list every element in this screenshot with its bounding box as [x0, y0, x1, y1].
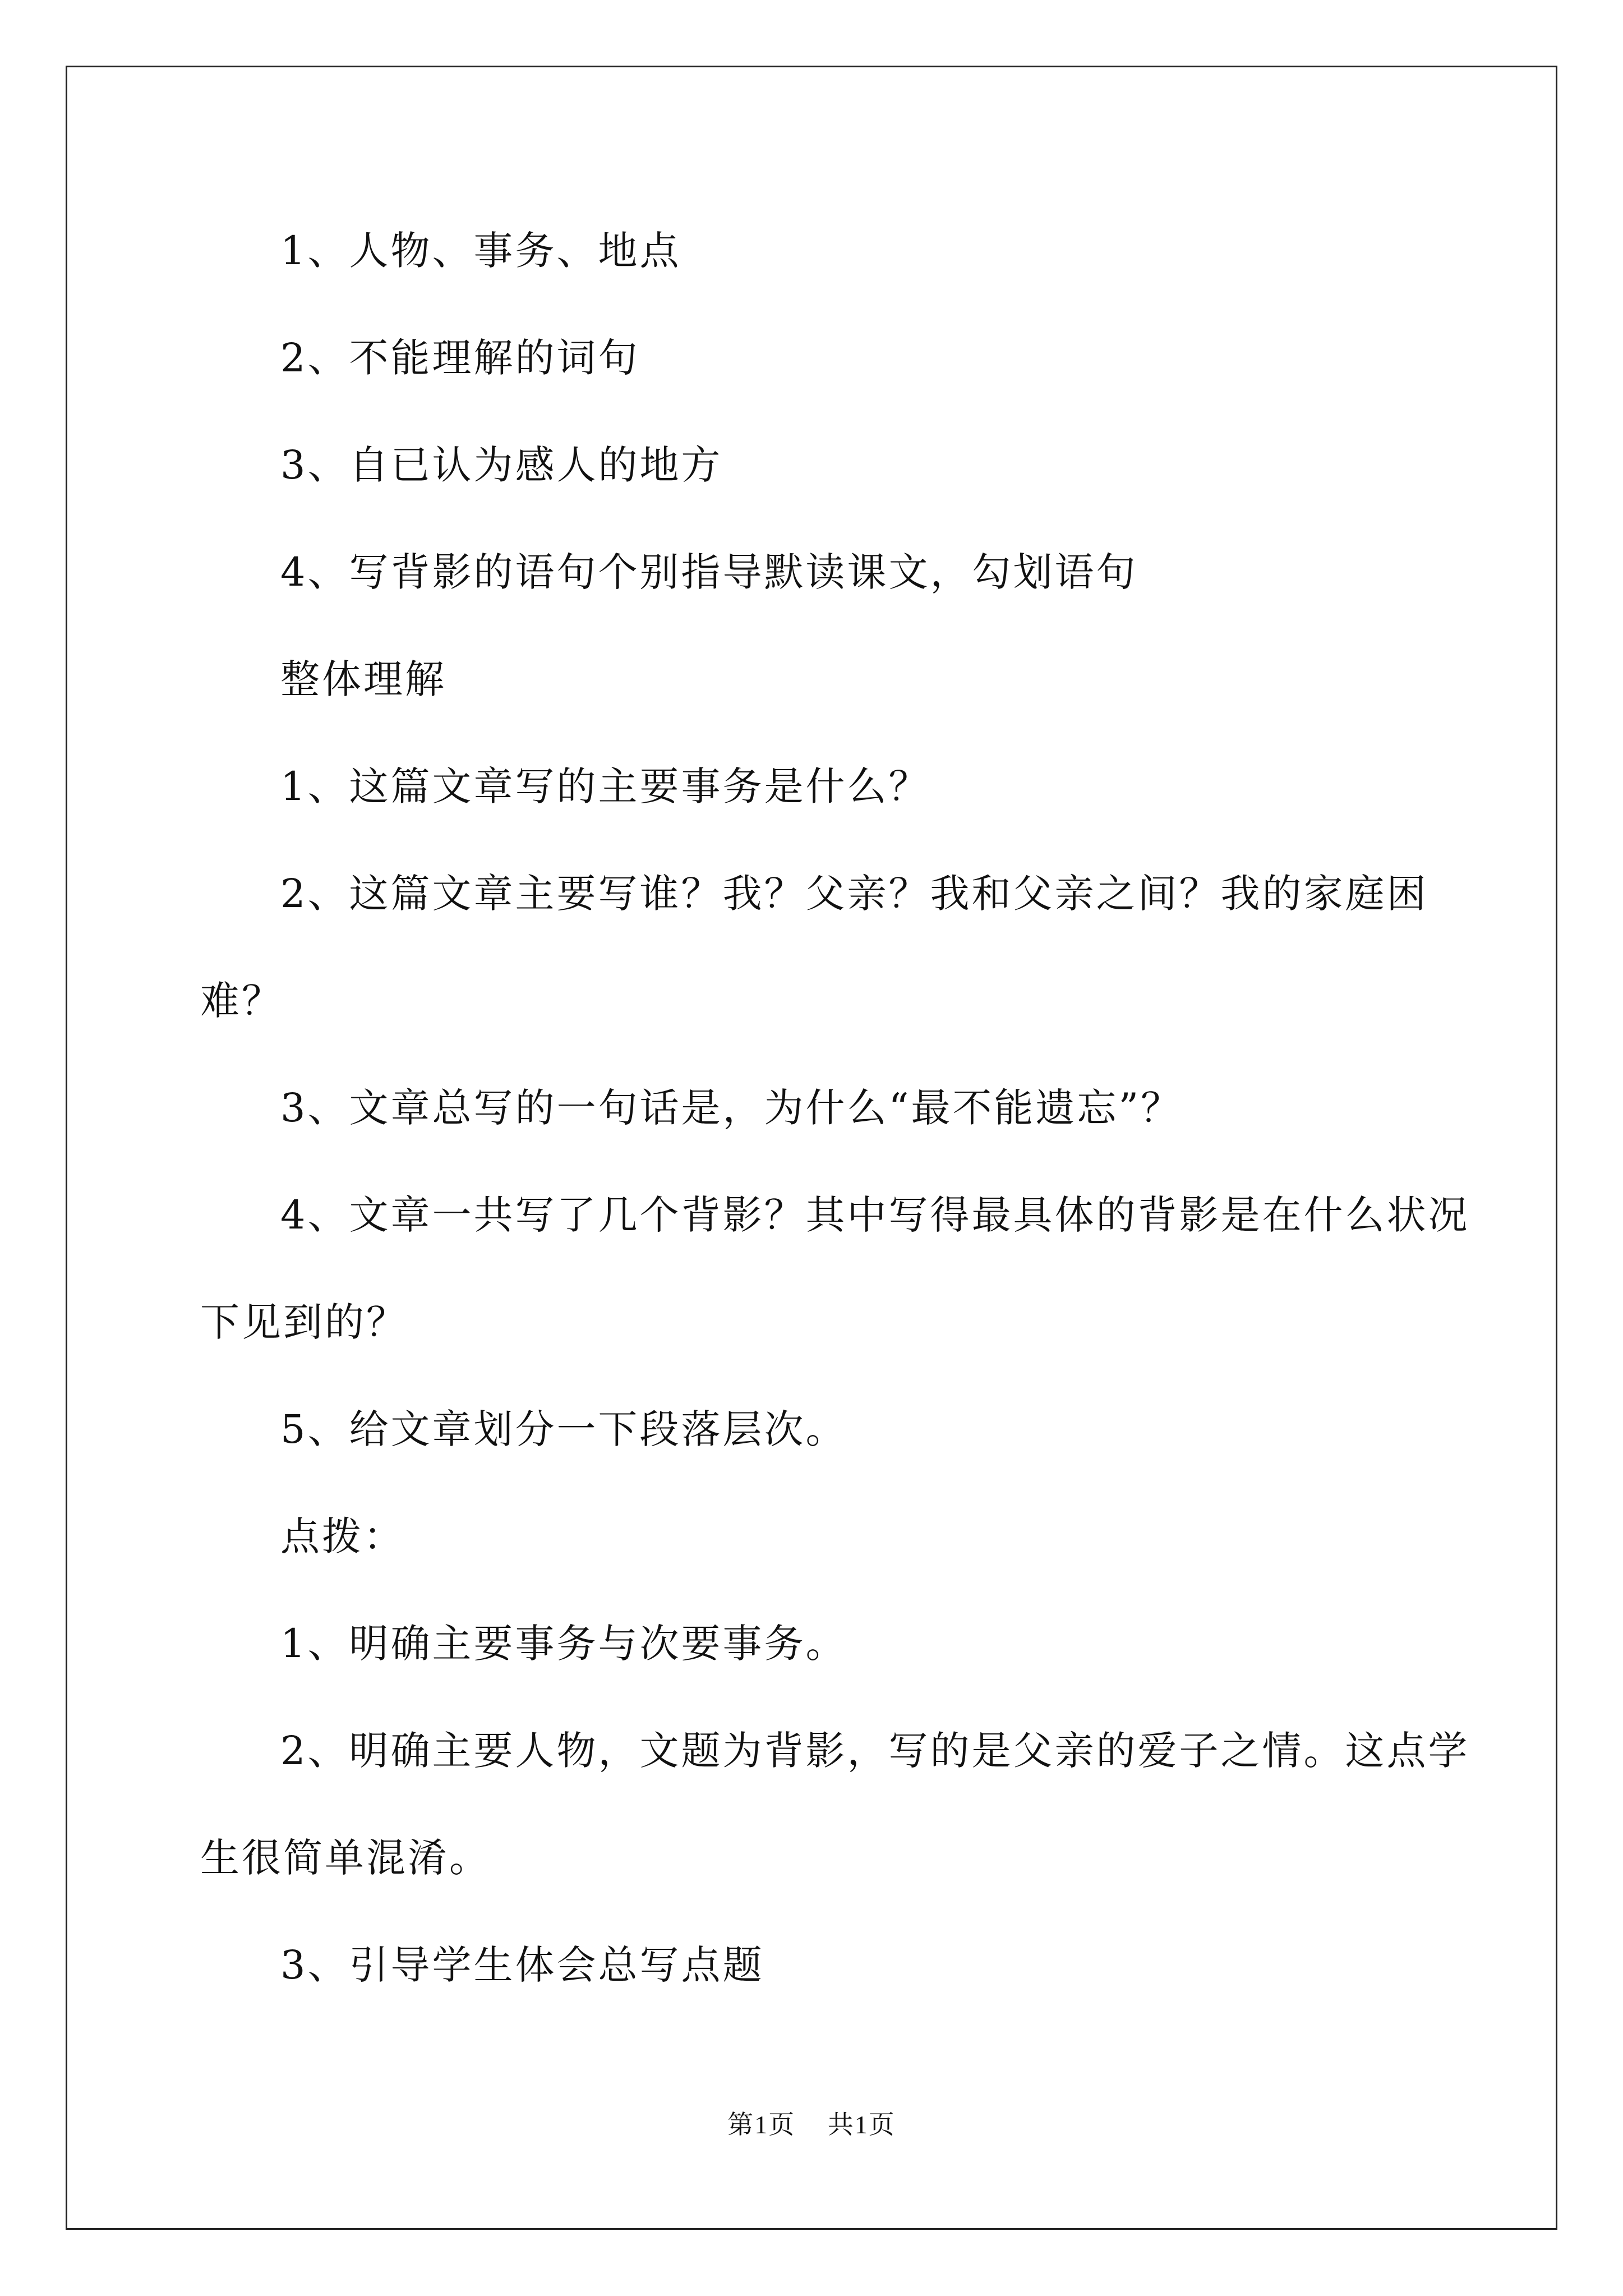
page-number: 第1页 [727, 2110, 796, 2139]
list-item: 3、文章总写的一句话是，为什么“最不能遗忘”？ [280, 1085, 1183, 1131]
list-item-continuation: 下见到的？ [200, 1299, 408, 1345]
list-item: 3、引导学生体会总写点题 [280, 1942, 764, 1988]
page-total: 共1页 [827, 2110, 896, 2139]
list-item: 2、明确主要人物，文题为背影，写的是父亲的爱子之情。这点学 [280, 1728, 1470, 1774]
section-heading: 整体理解 [280, 656, 446, 702]
list-item: 1、人物、事务、地点 [280, 228, 681, 274]
list-item: 2、不能理解的词句 [280, 335, 640, 381]
list-item-continuation: 生很简单混淆。 [200, 1835, 491, 1881]
list-item: 4、文章一共写了几个背影？其中写得最具体的背影是在什么状况 [280, 1192, 1470, 1238]
list-item: 4、写背影的语句个别指导默读课文，勾划语句 [280, 549, 1138, 595]
section-heading: 点拨： [280, 1513, 405, 1559]
list-item: 3、自已认为感人的地方 [280, 442, 723, 488]
list-item: 2、这篇文章主要写谁？我？父亲？我和父亲之间？我的家庭困 [280, 871, 1428, 917]
list-item: 1、明确主要事务与次要事务。 [280, 1621, 847, 1667]
page-border [66, 66, 1557, 2230]
list-item-continuation: 难？ [200, 978, 283, 1024]
list-item: 5、给文章划分一下段落层次。 [280, 1406, 847, 1452]
page-footer [0, 2112, 1623, 2138]
list-item: 1、这篇文章写的主要事务是什么？ [280, 763, 930, 809]
